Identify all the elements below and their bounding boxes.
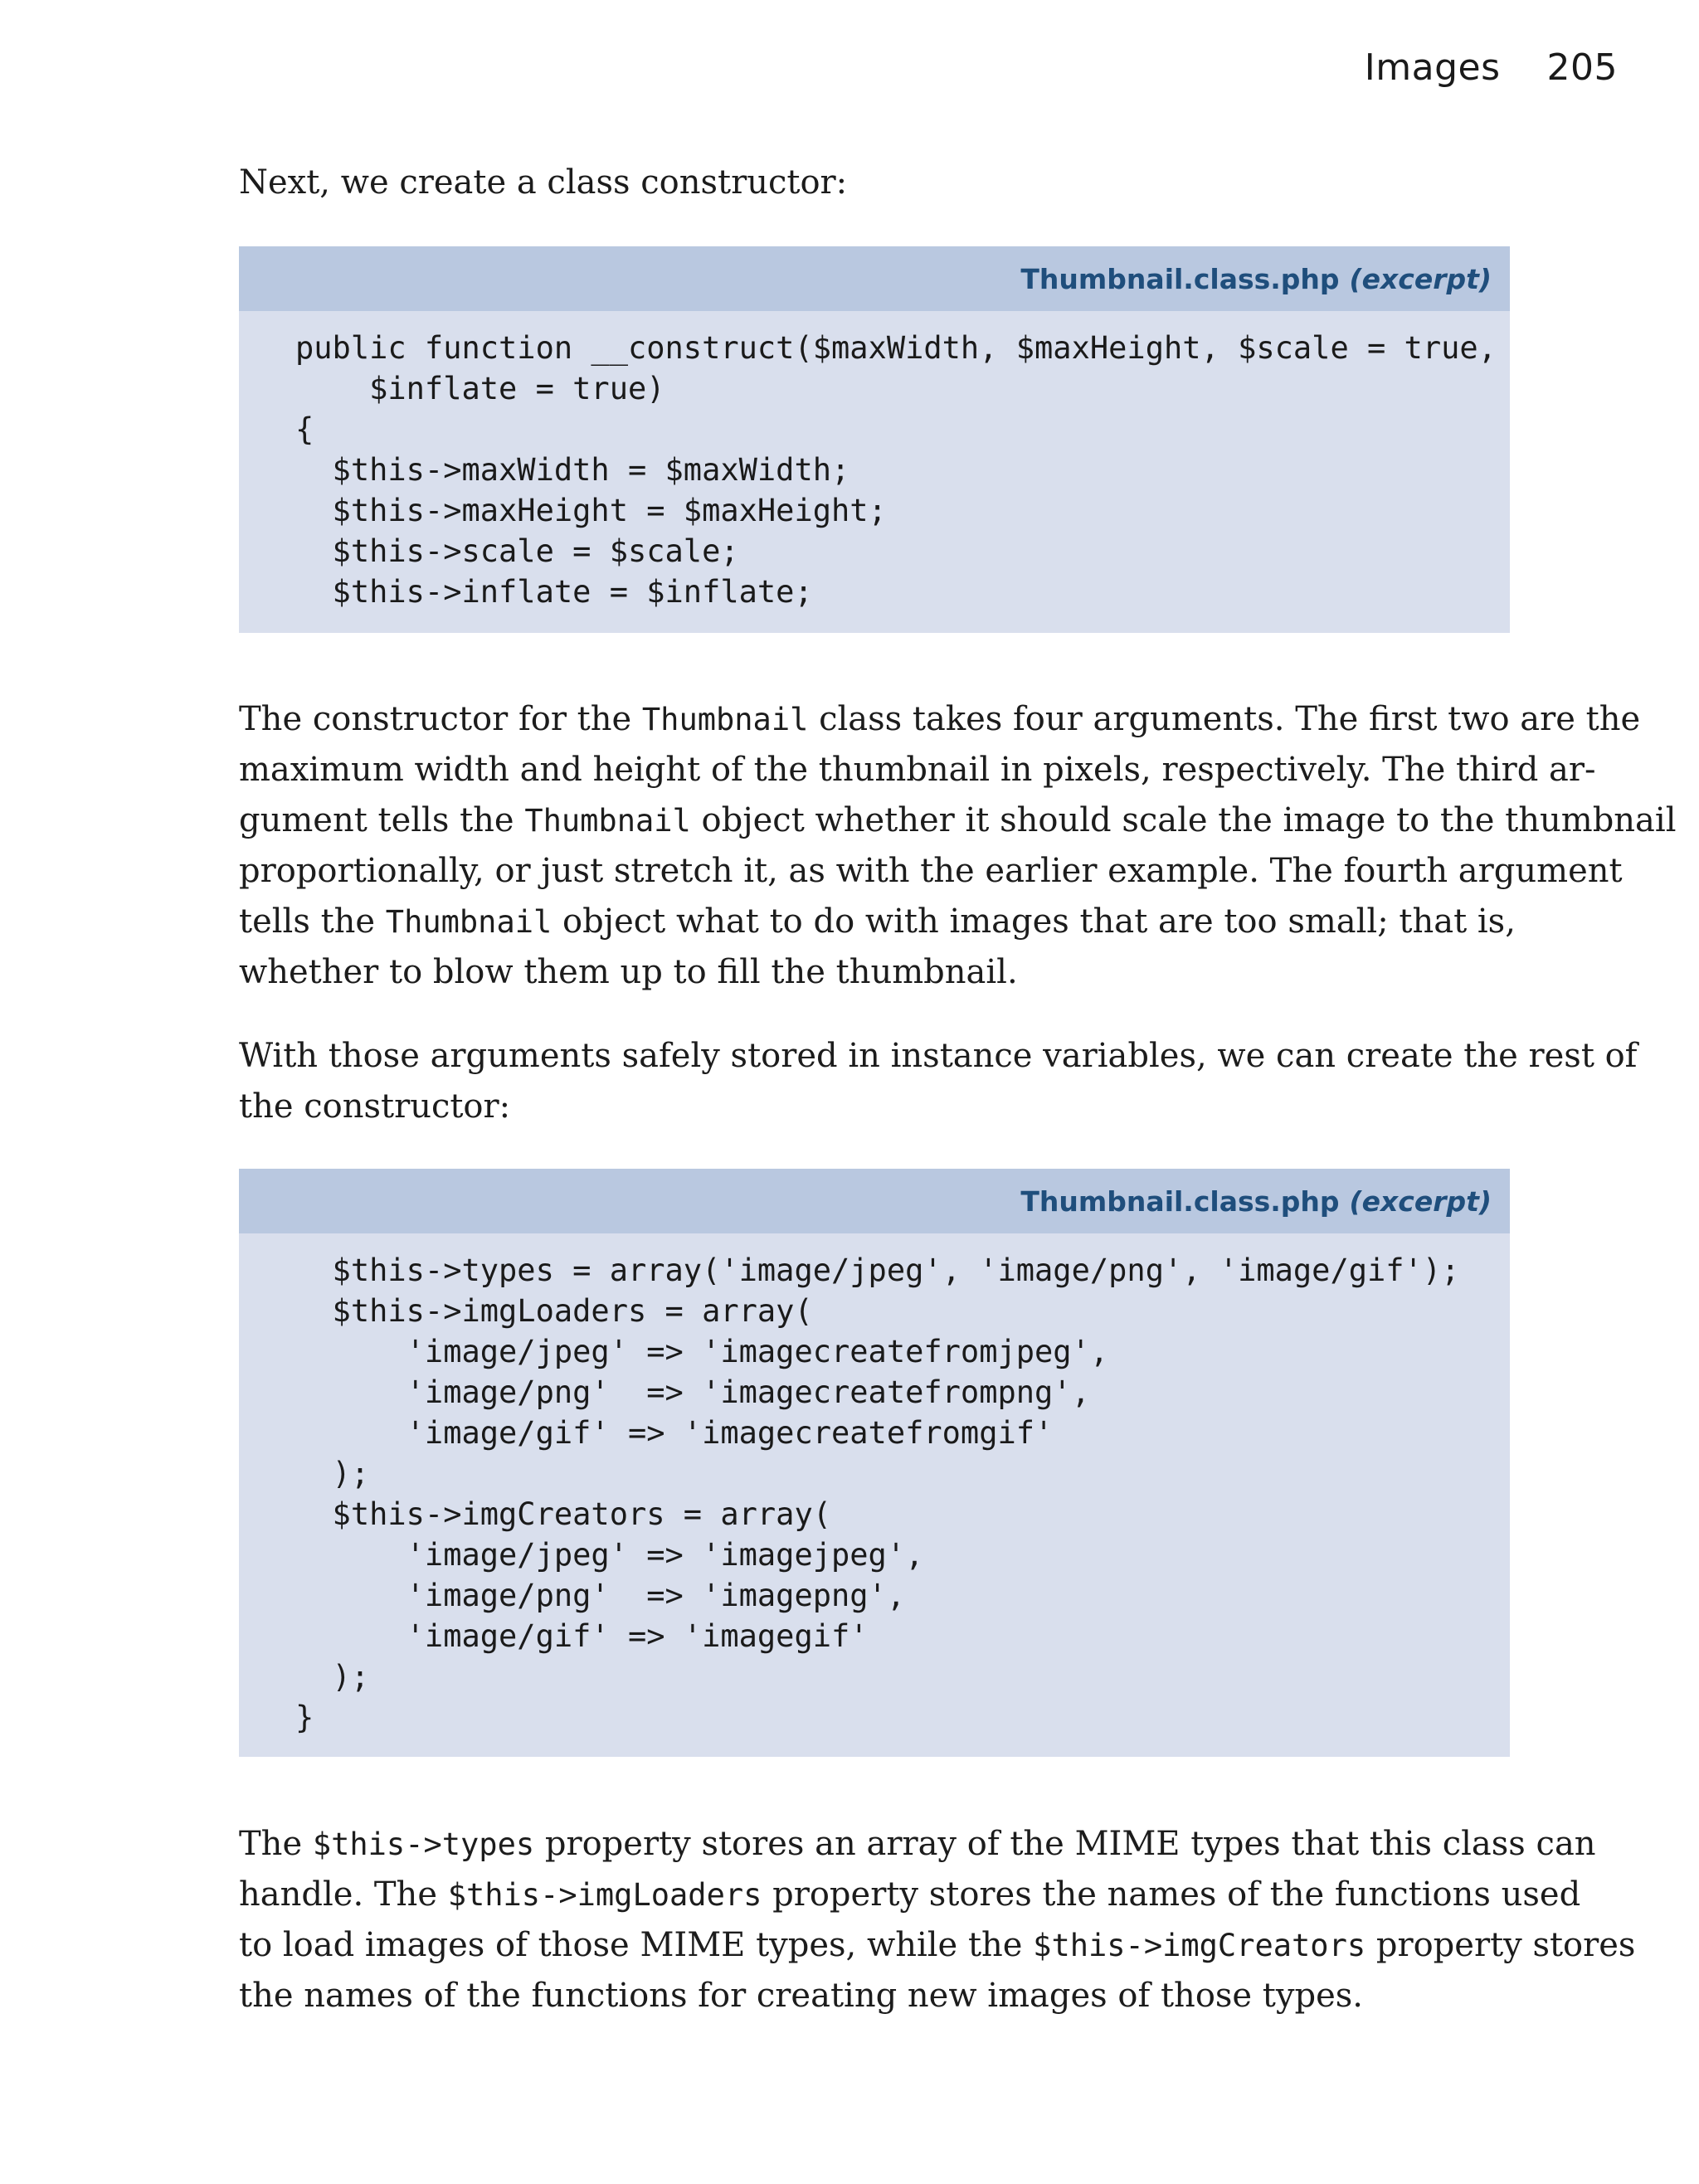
inline-code: $this->types (312, 1826, 535, 1862)
body-paragraph-3: The $this->types property stores an array of the MIME types that this class can handle. The $this->imgLoaders property stores the names of the functions used to load images of those MIME types, while the $this->imgCreators property stores the names of the functions for creating new images of those types. (239, 1825, 1636, 2015)
code-caption-note: (excerpt) (1349, 262, 1492, 295)
code-caption-file: Thumbnail.class.php (1020, 262, 1340, 295)
code-line: 'image/png' => 'imagepng', (295, 1578, 906, 1613)
intro-paragraph: Next, we create a class constructor: (239, 163, 848, 202)
code-caption-file: Thumbnail.class.php (1020, 1184, 1340, 1218)
running-head (1365, 46, 1618, 89)
code-line: $this->imgCreators = array( (295, 1496, 832, 1532)
section-title: Images (1364, 46, 1501, 89)
inline-code: $this->imgLoaders (447, 1877, 762, 1913)
code-line: $inflate = true) (295, 371, 665, 406)
code-line: } (295, 1700, 314, 1735)
code-line: $this->types = array('image/jpeg', 'image/png', 'image/gif'); (295, 1253, 1460, 1288)
code-block (239, 1233, 1510, 1738)
code-line: 'image/jpeg' => 'imagecreatefromjpeg', (295, 1334, 1109, 1369)
code-line: ); (295, 1456, 370, 1491)
inline-code: Thumbnail (641, 702, 809, 737)
body-paragraph-1: The constructor for the Thumbnail class takes four arguments. The first two are the maximum width and height of the thumbnail in pixels, respectively. The third ar- gument tells the Thumbnail object whether it should scale the image to the thumbnail proportionally, or just stretch it, as with the earlier example. The fourth argument tells the Thumbnail object what to do with images that are too small; that is, whether to blow them up to fill the thumbnail. (239, 700, 1677, 991)
code-line: $this->maxHeight = $maxHeight; (295, 493, 887, 528)
code-line: { (295, 411, 314, 447)
code-line: 'image/png' => 'imagecreatefrompng', (295, 1374, 1090, 1410)
page-number: 205 (1546, 46, 1618, 89)
inline-code: Thumbnail (524, 803, 691, 839)
code-line: $this->imgLoaders = array( (295, 1293, 813, 1329)
code-caption-note: (excerpt) (1349, 1184, 1492, 1218)
code-line: $this->inflate = $inflate; (295, 574, 813, 610)
code-line: $this->maxWidth = $maxWidth; (295, 452, 850, 488)
code-line: public function __construct($maxWidth, $maxHeight, $scale = true, (295, 330, 1497, 366)
code-listing-2 (239, 1169, 1510, 1757)
code-caption (239, 246, 1510, 311)
code-line: ); (295, 1659, 370, 1695)
inline-code: Thumbnail (385, 904, 553, 940)
code-line: 'image/jpeg' => 'imagejpeg', (295, 1537, 924, 1573)
code-line: $this->scale = $scale; (295, 533, 739, 569)
code-listing-1 (239, 246, 1510, 633)
code-caption (239, 1169, 1510, 1233)
code-block (239, 311, 1510, 612)
code-line: 'image/gif' => 'imagegif' (295, 1618, 869, 1654)
code-line: 'image/gif' => 'imagecreatefromgif' (295, 1415, 1054, 1451)
inline-code: $this->imgCreators (1033, 1928, 1366, 1963)
body-paragraph-2: With those arguments safely stored in instance variables, we can create the rest of the constructor: (239, 1037, 1638, 1126)
